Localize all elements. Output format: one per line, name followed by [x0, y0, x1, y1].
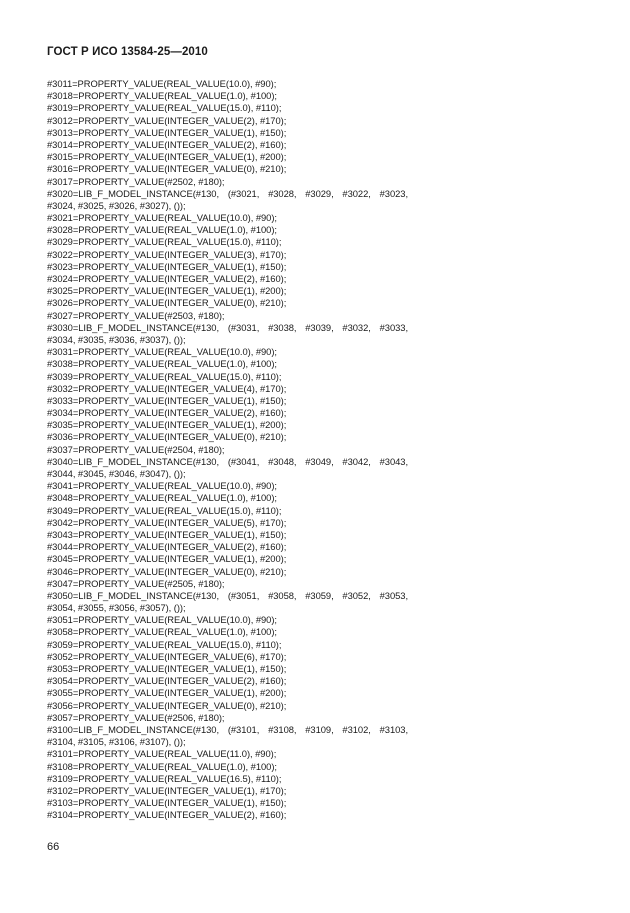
code-line: #3056=PROPERTY_VALUE(INTEGER_VALUE(0), #210); [47, 699, 287, 711]
code-line: #3036=PROPERTY_VALUE(INTEGER_VALUE(0), #210); [47, 431, 287, 443]
code-line: #3015=PROPERTY_VALUE(INTEGER_VALUE(1), #200); [47, 151, 287, 163]
code-line: #3031=PROPERTY_VALUE(REAL_VALUE(10.0), #90); [47, 346, 277, 358]
code-line: #3055=PROPERTY_VALUE(INTEGER_VALUE(1), #200); [47, 687, 287, 699]
code-line: #3044=PROPERTY_VALUE(INTEGER_VALUE(2), #160); [47, 541, 287, 553]
code-line: #3028=PROPERTY_VALUE(REAL_VALUE(1.0), #100); [47, 224, 277, 236]
code-line: #3041=PROPERTY_VALUE(REAL_VALUE(10.0), #90); [47, 480, 277, 492]
code-line: #3109=PROPERTY_VALUE(REAL_VALUE(16.5), #110); [47, 772, 282, 784]
code-line: #3034, #3035, #3036, #3037), ()); [47, 333, 186, 345]
code-line: #3057=PROPERTY_VALUE(#2506, #180); [47, 711, 225, 723]
code-line: #3025=PROPERTY_VALUE(INTEGER_VALUE(1), #200); [47, 285, 287, 297]
code-line: #3043=PROPERTY_VALUE(INTEGER_VALUE(1), #150); [47, 528, 287, 540]
code-line: #3037=PROPERTY_VALUE(#2504, #180); [47, 443, 225, 455]
code-line: #3104=PROPERTY_VALUE(INTEGER_VALUE(2), #160); [47, 809, 287, 821]
code-line: #3104, #3105, #3106, #3107), ()); [47, 736, 186, 748]
page-header-title: ГОСТ Р ИСО 13584-25—2010 [47, 46, 208, 58]
code-line: #3102=PROPERTY_VALUE(INTEGER_VALUE(1), #170); [47, 784, 287, 796]
code-line: #3022=PROPERTY_VALUE(INTEGER_VALUE(3), #170); [47, 248, 287, 260]
code-line: #3053=PROPERTY_VALUE(INTEGER_VALUE(1), #150); [47, 663, 287, 674]
code-line: #3011=PROPERTY_VALUE(REAL_VALUE(10.0), #90); [47, 78, 277, 89]
code-line: #3019=PROPERTY_VALUE(REAL_VALUE(15.0), #110); [47, 102, 282, 114]
code-line: #3044, #3045, #3046, #3047), ()); [47, 468, 186, 479]
code-line: #3024, #3025, #3026, #3027), ()); [47, 199, 186, 211]
code-line: #3101=PROPERTY_VALUE(REAL_VALUE(11.0), #90); [47, 748, 277, 760]
code-line: #3051=PROPERTY_VALUE(REAL_VALUE(10.0), #90); [47, 614, 277, 626]
code-line: #3050=LIB_F_MODEL_INSTANCE(#130, (#3051, #3058, #3059, #3052, #3053, [47, 589, 408, 601]
code-line: #3046=PROPERTY_VALUE(INTEGER_VALUE(0), #210); [47, 565, 287, 577]
code-line: #3024=PROPERTY_VALUE(INTEGER_VALUE(2), #160); [47, 273, 287, 284]
code-line: #3026=PROPERTY_VALUE(INTEGER_VALUE(0), #210); [47, 297, 287, 309]
code-line: #3045=PROPERTY_VALUE(INTEGER_VALUE(1), #200); [47, 553, 287, 565]
code-line: #3016=PROPERTY_VALUE(INTEGER_VALUE(0), #210); [47, 163, 287, 175]
code-line: #3054=PROPERTY_VALUE(INTEGER_VALUE(2), #160); [47, 675, 287, 687]
code-line: #3027=PROPERTY_VALUE(#2503, #180); [47, 309, 225, 321]
code-line: #3042=PROPERTY_VALUE(INTEGER_VALUE(5), #170); [47, 516, 287, 528]
code-line: #3054, #3055, #3056, #3057), ()); [47, 602, 186, 614]
page-number: 66 [47, 841, 60, 853]
code-line: #3012=PROPERTY_VALUE(INTEGER_VALUE(2), #170); [47, 114, 287, 126]
code-line: #3100=LIB_F_MODEL_INSTANCE(#130, (#3101, #3108, #3109, #3102, #3103, [47, 723, 408, 735]
code-line: #3059=PROPERTY_VALUE(REAL_VALUE(15.0), #110); [47, 638, 282, 650]
code-line: #3108=PROPERTY_VALUE(REAL_VALUE(1.0), #100); [47, 760, 277, 772]
code-line: #3023=PROPERTY_VALUE(INTEGER_VALUE(1), #150); [47, 260, 287, 272]
code-line: #3039=PROPERTY_VALUE(REAL_VALUE(15.0), #110); [47, 370, 282, 382]
code-line: #3029=PROPERTY_VALUE(REAL_VALUE(15.0), #110); [47, 236, 282, 248]
code-line: #3018=PROPERTY_VALUE(REAL_VALUE(1.0), #100); [47, 90, 277, 102]
code-line: #3038=PROPERTY_VALUE(REAL_VALUE(1.0), #100); [47, 358, 277, 370]
code-line: #3032=PROPERTY_VALUE(INTEGER_VALUE(4), #170); [47, 382, 287, 394]
code-line: #3017=PROPERTY_VALUE(#2502, #180); [47, 175, 225, 187]
code-line: #3021=PROPERTY_VALUE(REAL_VALUE(10.0), #90); [47, 212, 277, 224]
code-line: #3040=LIB_F_MODEL_INSTANCE(#130, (#3041, #3048, #3049, #3042, #3043, [47, 455, 408, 467]
code-line: #3049=PROPERTY_VALUE(REAL_VALUE(15.0), #110); [47, 504, 282, 516]
code-line: #3047=PROPERTY_VALUE(#2505, #180); [47, 577, 225, 589]
code-line: #3103=PROPERTY_VALUE(INTEGER_VALUE(1), #150); [47, 797, 287, 809]
code-line: #3020=LIB_F_MODEL_INSTANCE(#130, (#3021, #3028, #3029, #3022, #3023, [47, 187, 408, 199]
code-line: #3013=PROPERTY_VALUE(INTEGER_VALUE(1), #150); [47, 126, 287, 138]
code-line: #3033=PROPERTY_VALUE(INTEGER_VALUE(1), #150); [47, 394, 287, 406]
code-line: #3014=PROPERTY_VALUE(INTEGER_VALUE(2), #160); [47, 138, 287, 150]
code-line: #3048=PROPERTY_VALUE(REAL_VALUE(1.0), #100); [47, 492, 277, 504]
code-line: #3035=PROPERTY_VALUE(INTEGER_VALUE(1), #200); [47, 419, 287, 431]
code-line: #3058=PROPERTY_VALUE(REAL_VALUE(1.0), #100); [47, 626, 277, 638]
code-listing [47, 78, 587, 821]
code-line: #3052=PROPERTY_VALUE(INTEGER_VALUE(6), #170); [47, 650, 287, 662]
code-line: #3030=LIB_F_MODEL_INSTANCE(#130, (#3031, #3038, #3039, #3032, #3033, [47, 321, 408, 333]
code-line: #3034=PROPERTY_VALUE(INTEGER_VALUE(2), #160); [47, 407, 287, 419]
